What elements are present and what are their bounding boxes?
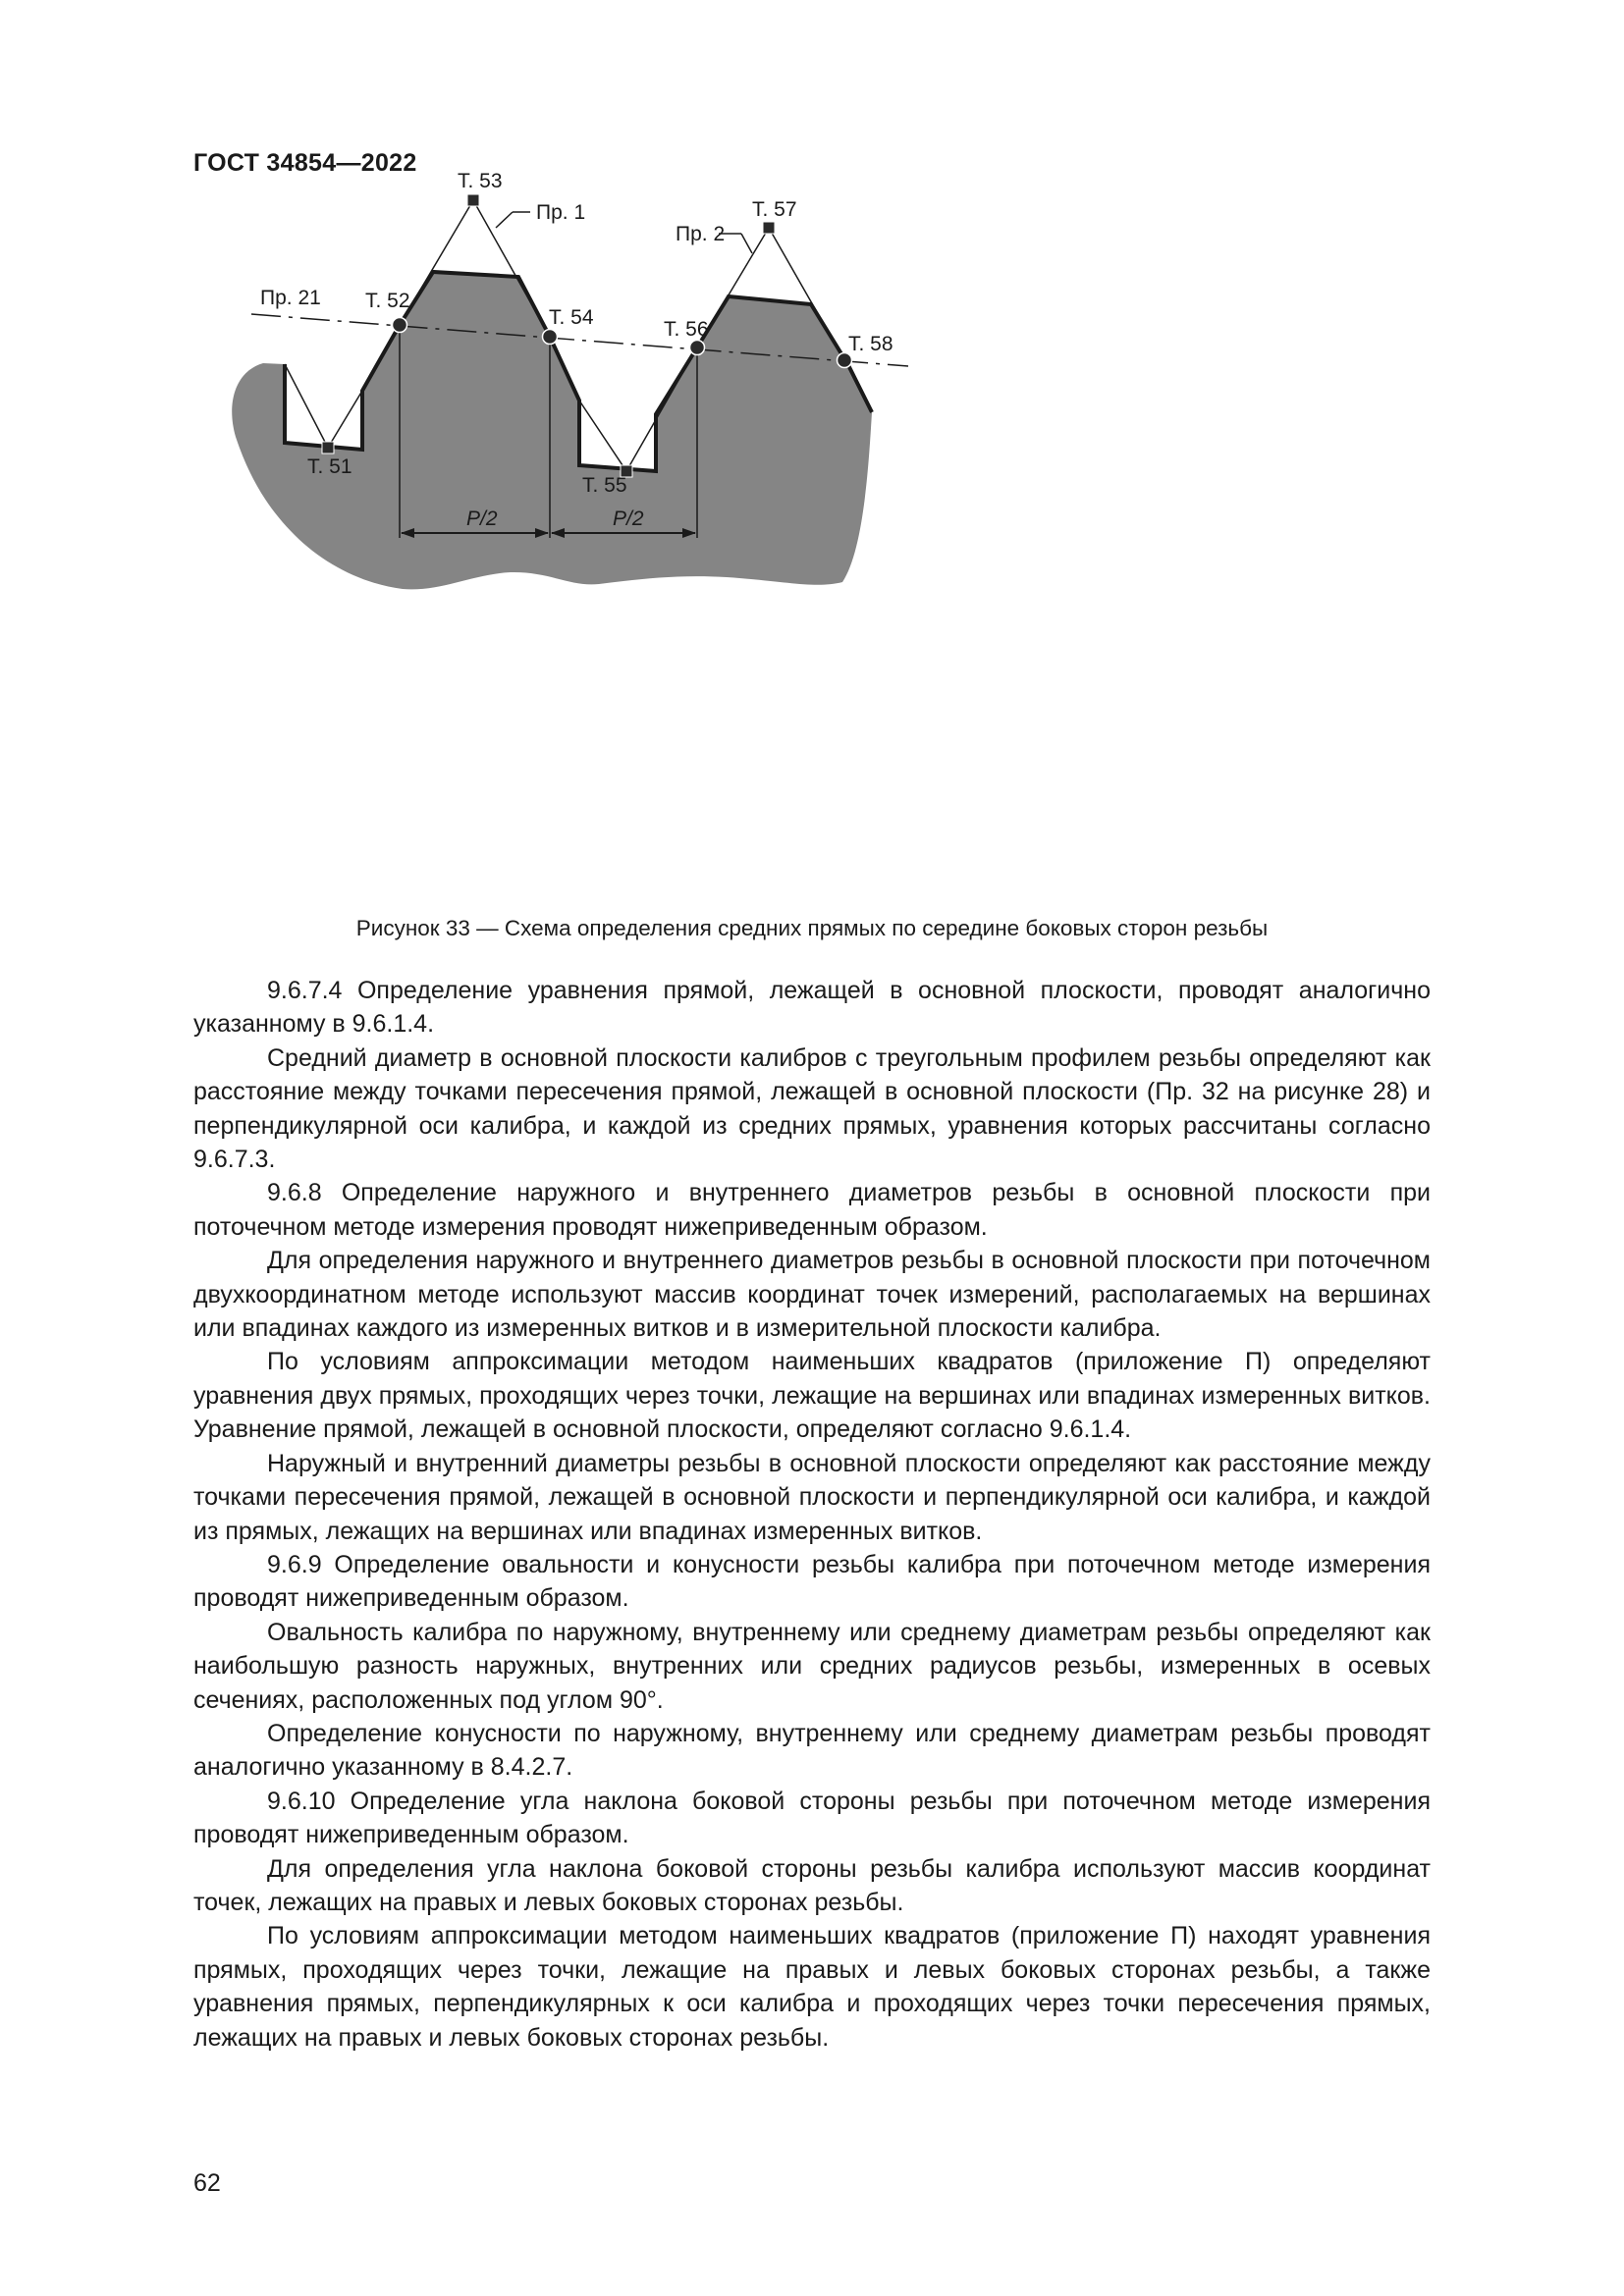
paragraph: Овальность калибра по наружному, внутреннему или среднему диаметрам резьбы определяют как наибольшую разность наружных, внутренних или средних радиусов резьбы, измеренных в осевых сечениях, расположенных под углом 90°.	[193, 1618, 1431, 1714]
point-t52-marker	[393, 318, 407, 333]
label-t54: Т. 54	[549, 306, 594, 329]
label-half-pitch-2: P/2	[613, 507, 644, 530]
paragraph: 9.6.8 Определение наружного и внутреннего диаметров резьбы в основной плоскости при поточечном методе измерения проводят нижеприведенным образом.	[193, 1179, 1431, 1241]
label-t55: Т. 55	[582, 474, 627, 497]
point-t56-marker	[690, 341, 705, 355]
point-t57-marker	[763, 222, 775, 234]
label-pr21: Пр. 21	[260, 287, 321, 309]
label-half-pitch-1: P/2	[466, 507, 498, 530]
point-t51-marker	[322, 442, 334, 454]
point-t53-marker	[467, 194, 479, 206]
paragraph: Для определения наружного и внутреннего диаметров резьбы в основной плоскости при поточечном двухкоординатном методе используют массив координат точек измерений, располагаемых на вершинах или впадинах каждого из измеренных витков и в измерительной плоскости калибра.	[193, 1247, 1431, 1343]
paragraph: По условиям аппроксимации методом наименьших квадратов (приложение П) находят уравнения прямых, проходящих через точки, лежащие на правых и левых боковых сторонах резьбы, а также уравнения прямых, перпендикулярных к оси калибра и проходящих через точки пересечения прямых, лежащих на правых и левых боковых сторонах резьбы.	[193, 1922, 1431, 2052]
label-pr2: Пр. 2	[676, 223, 726, 245]
label-t51: Т. 51	[307, 455, 352, 478]
label-t57: Т. 57	[752, 198, 797, 221]
label-t56: Т. 56	[664, 318, 709, 341]
paragraph: 9.6.10 Определение угла наклона боковой стороны резьбы при поточечном методе измерения проводят нижеприведенным образом.	[193, 1787, 1431, 1849]
figure-caption: Рисунок 33 — Схема определения средних прямых по середине боковых сторон резьбы	[355, 916, 1269, 940]
body-text	[193, 974, 1431, 2055]
document-header: ГОСТ 34854—2022	[193, 149, 417, 177]
thread-profile-figure	[0, 170, 1624, 923]
paragraph: По условиям аппроксимации методом наименьших квадратов (приложение П) определяют уравнения двух прямых, проходящих через точки, лежащие на вершинах или впадинах измеренных витков. Уравнение прямой, лежащей в основной плоскости, определяют согласно 9.6.1.4.	[193, 1348, 1431, 1444]
paragraph: 9.6.7.4 Определение уравнения прямой, лежащей в основной плоскости, проводят аналогично указанному в 9.6.1.4.	[193, 977, 1431, 1039]
paragraph: Для определения угла наклона боковой стороны резьбы калибра используют массив координат точек, лежащих на правых и левых боковых сторонах резьбы.	[193, 1854, 1431, 1916]
point-t54-marker	[543, 330, 558, 345]
paragraph: Определение конусности по наружному, внутреннему или среднему диаметрам резьбы проводят аналогично указанному в 8.4.2.7.	[193, 1719, 1431, 1782]
thread-profile-diagram	[0, 170, 1624, 923]
label-t52: Т. 52	[365, 290, 410, 312]
paragraph: Средний диаметр в основной плоскости калибров с треугольным профилем резьбы определяют как расстояние между точками пересечения прямой, лежащей в основной плоскости (Пр. 32 на рисунке 28) и перпендикулярной оси калибра, и каждой из средних прямых, уравнения которых рассчитаны согласно 9.6.7.3.	[193, 1043, 1431, 1174]
label-t58: Т. 58	[848, 333, 893, 355]
label-t53: Т. 53	[458, 170, 503, 192]
paragraph: 9.6.9 Определение овальности и конусности резьбы калибра при поточечном методе измерения проводят нижеприведенным образом.	[193, 1550, 1431, 1613]
paragraph: Наружный и внутренний диаметры резьбы в основной плоскости определяют как расстояние между точками пересечения прямой, лежащей в основной плоскости и перпендикулярной оси калибра, и каждой из прямых, лежащих на вершинах или впадинах измеренных витков.	[193, 1449, 1431, 1545]
page-number: 62	[193, 2169, 221, 2197]
label-pr1: Пр. 1	[536, 201, 586, 224]
